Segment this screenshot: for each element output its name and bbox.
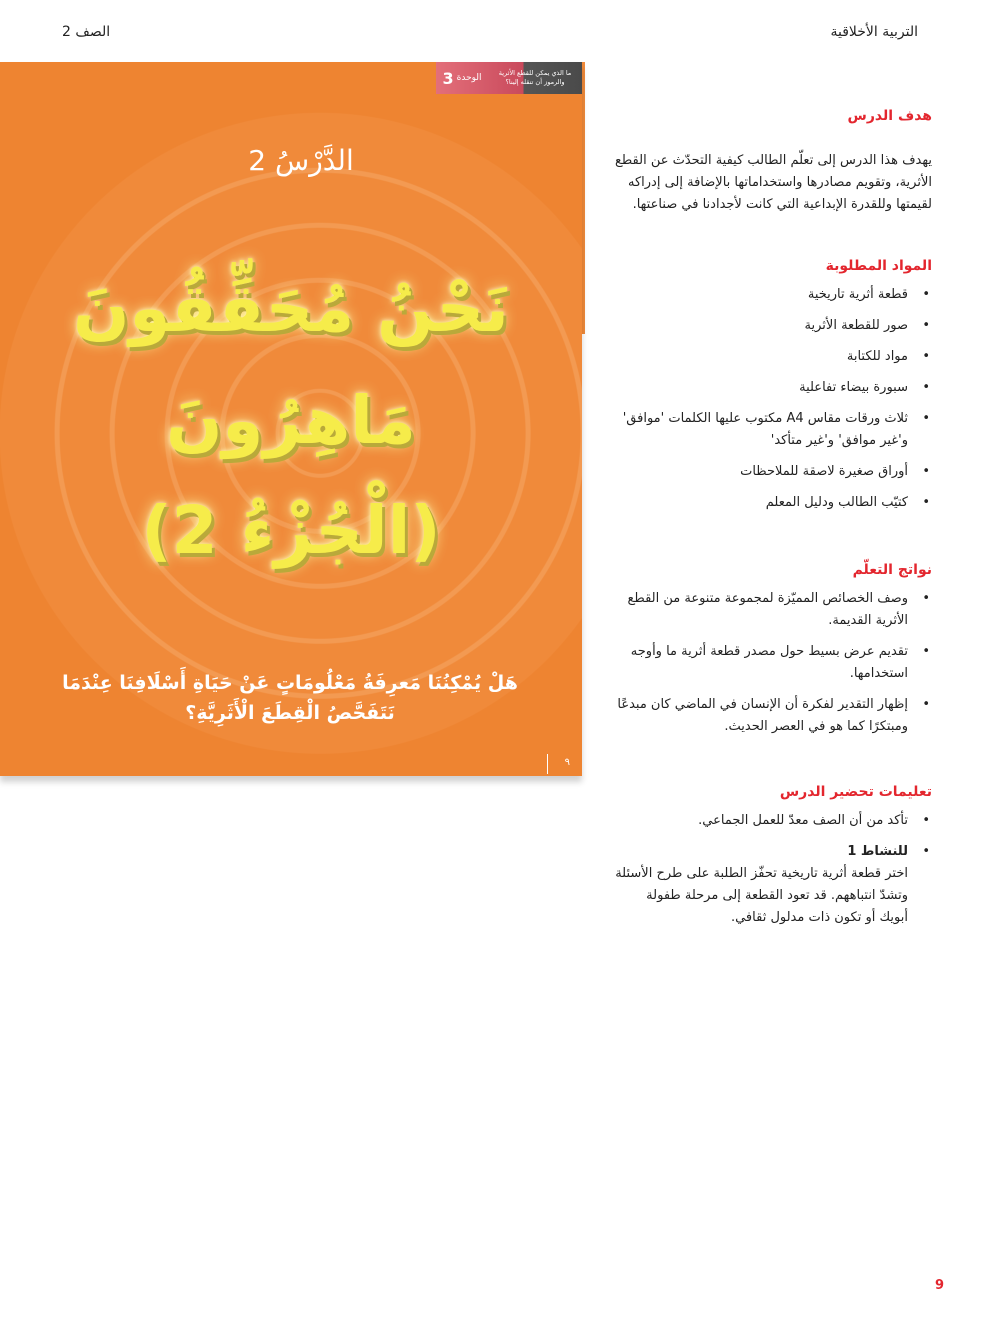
list-item: • تقديم عرض بسيط حول مصدر قطعة أثرية ما وأوجه استخدامها. (614, 641, 932, 685)
cover-divider (547, 754, 548, 774)
cover-page-number: ٩ (564, 757, 570, 768)
unit-number: 3 (442, 68, 454, 88)
list-item: • وصف الخصائص المميّزة لمجموعة متنوعة من القطع الأثرية القديمة. (614, 588, 932, 632)
grade-header: الصف 2 (62, 24, 111, 40)
list-item: • تأكد من أن الصف معدّ للعمل الجماعي. (614, 810, 932, 832)
prep-section (614, 784, 932, 938)
materials-section (614, 258, 932, 523)
goal-text: يهدف هذا الدرس إلى تعلّم الطالب كيفية التحدّث عن القطع الأثرية، وتقويم مصادرها واستخداماتها بالإضافة إلى إدراكه لقيمتها وللقدرة الإبداعية التي كانت لأجدادنا في صناعتها. (614, 153, 932, 212)
list-item: • سبورة بيضاء تفاعلية (614, 377, 932, 399)
page-number: 9 (934, 1278, 944, 1293)
unit-question: ما الذي يمكن للقطع الأثرية والرموز أن تنقله إلينا؟ (498, 69, 572, 86)
lesson-cover (0, 62, 582, 776)
list-item: • صور للقطعة الأثرية (614, 315, 932, 337)
lesson-question: هَلْ يُمْكِنُنَا مَعرِفَةُ مَعْلُومَاتٍ عَنْ حَيَاةِ أَسْلَافِنَا عِنْدَمَا نَتَفَحَّصُ الْقِطَعَ الْأَثَرِيَّةِ؟ (62, 672, 518, 724)
list-item: • أوراق صغيرة لاصقة للملاحظات (614, 461, 932, 483)
lesson-label: الدَّرْسُ 2 (248, 144, 354, 177)
list-item: • إظهار التقدير لفكرة أن الإنسان في الماضي كان مبدعًا ومبتكرًا كما هو في العصر الحديث. (614, 694, 932, 738)
outcomes-section (614, 562, 932, 747)
goal-title: هدف الدرس (847, 108, 932, 124)
outcomes-title: نواتج التعلّم (852, 562, 932, 578)
list-item: • مواد للكتابة (614, 346, 932, 368)
unit-tab (436, 62, 582, 94)
unit-badge (436, 69, 488, 88)
lesson-title-line-3: (الْجُزْءُ 2) (141, 492, 441, 569)
outcomes-list (614, 588, 932, 738)
subject-header: التربية الأخلاقية (830, 24, 918, 40)
list-item: • قطعة أثرية تاريخية (614, 284, 932, 306)
cover-edge (582, 62, 585, 334)
goal-section (614, 108, 932, 216)
list-item: • كتيّب الطالب ودليل المعلم (614, 492, 932, 514)
unit-label: الوحدة (456, 73, 482, 83)
materials-list (614, 284, 932, 514)
lesson-title-line-1: نَحْنُ مُحَقِّقُونَ (73, 270, 509, 347)
activity-text: اختر قطعة أثرية تاريخية تحفّز الطلبة على طرح الأسئلة وتشدّ انتباههم. قد تعود القطعة إلى مرحلة طفولة أبويك أو تكون ذات مدلول ثقافي. (615, 866, 908, 925)
prep-title: تعليمات تحضير الدرس (779, 784, 932, 800)
lesson-title-line-2: مَاهِرُونَ (166, 382, 416, 459)
materials-title: المواد المطلوبة (825, 258, 932, 274)
list-item (614, 841, 932, 929)
activity-label: • للنشاط 1 (847, 844, 908, 859)
prep-list (614, 810, 932, 929)
list-item: • ثلاث ورقات مقاس A4 مكتوب عليها الكلمات 'موافق' و'غير موافق' و'غير متأكد' (614, 408, 932, 452)
